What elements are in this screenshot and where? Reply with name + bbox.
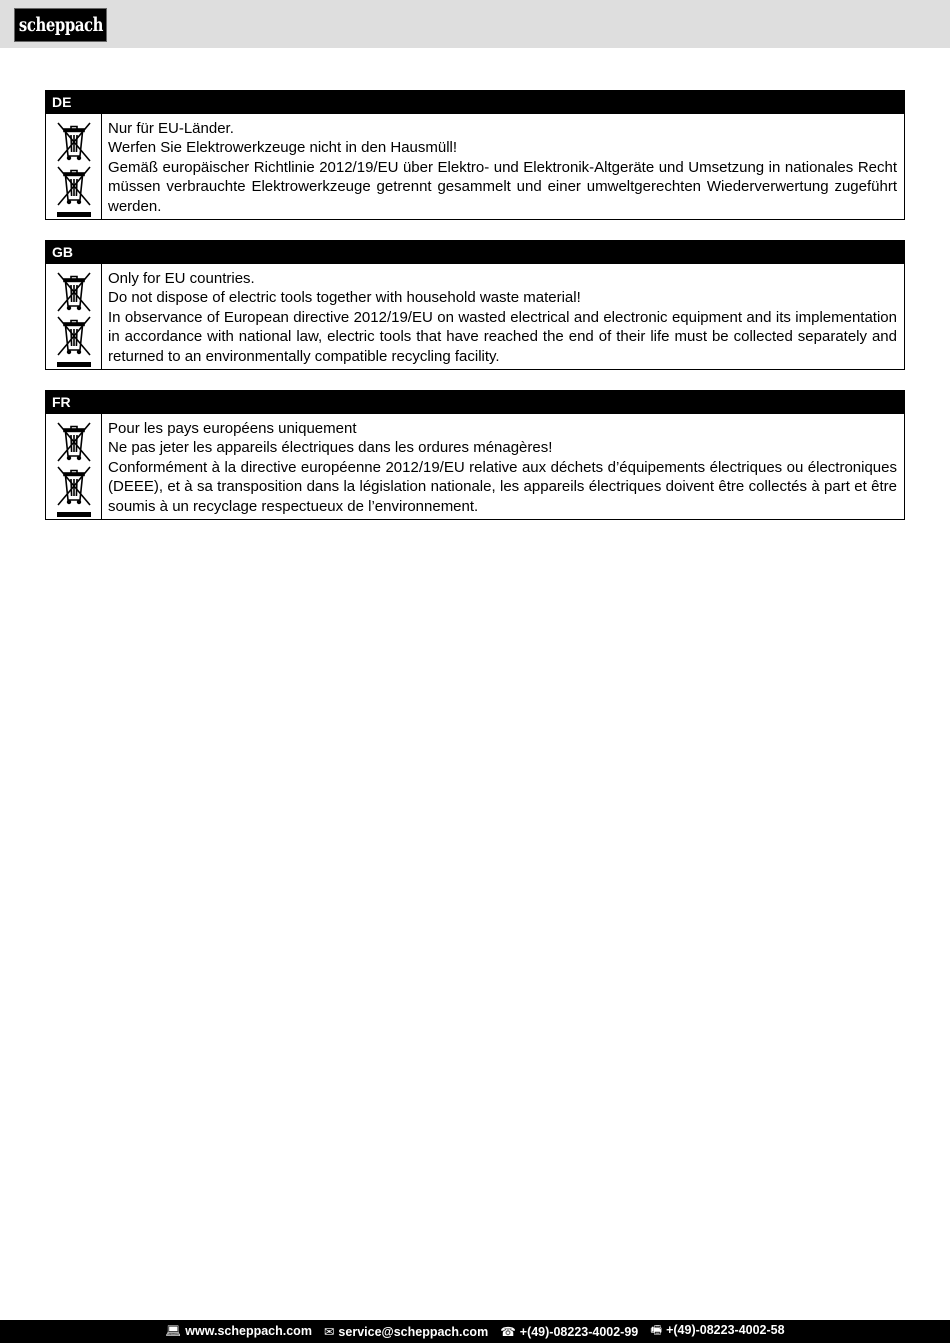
scheppach-logo <box>14 8 107 42</box>
section-text <box>102 114 904 219</box>
mail-icon: ✉︎ <box>323 1325 335 1339</box>
text-line: Werfen Sie Elektrowerkzeuge nicht in den Hausmüll! <box>108 139 458 157</box>
section-fr <box>45 390 905 520</box>
section-code: DE <box>45 90 905 114</box>
weee-symbol <box>46 414 102 519</box>
text-line: Nur für EU-Länder. <box>108 120 234 137</box>
website-text: www.scheppach.com <box>185 1324 312 1338</box>
text-line: Do not dispose of electric tools together with household waste material! <box>108 289 581 307</box>
text-line: Only for EU countries. <box>108 270 255 287</box>
logo-text: scheppach <box>18 14 103 36</box>
phone-text: +(49)-08223-4002-99 <box>519 1325 639 1339</box>
fax-icon: 🖷︎ <box>650 1323 663 1337</box>
footer-fax <box>650 1321 784 1342</box>
crossed-bin-icon <box>54 314 94 358</box>
weee-symbol <box>46 114 102 219</box>
footer-website[interactable] <box>165 1324 312 1339</box>
crossed-bin-icon <box>54 120 94 164</box>
footer-bar <box>0 1320 950 1343</box>
text-paragraph: Conformément à la directive européenne 2012/19/EU relative aux déchets d’équipements électriques ou électroniques (DEEE), et à sa transposition dans la législation nationale, les appareils électriques doivent être collectés à part et être soumis à un recyclage respectueux de l’environnement. <box>108 458 897 515</box>
header-bar <box>0 0 950 48</box>
crossed-bin-icon <box>54 420 94 464</box>
weee-bar <box>57 362 91 367</box>
computer-icon: 💻︎ <box>165 1324 182 1338</box>
crossed-bin-icon <box>54 270 94 314</box>
text-paragraph: Gemäß europäischer Richtlinie 2012/19/EU über Elektro- und Elektronik-Altgeräte und Umsetzung in nationales Recht müssen verbrauchte Elektrowerkzeuge getrennt gesammelt und einer umweltgerechten Wiederverwertung zugeführt werden. <box>108 158 897 215</box>
section-body <box>45 114 905 220</box>
section-code: GB <box>45 240 905 264</box>
weee-symbol <box>46 264 102 369</box>
text-line: Pour les pays européens uniquement <box>108 420 357 437</box>
section-code: FR <box>45 390 905 414</box>
footer-email[interactable] <box>324 1324 488 1339</box>
phone-icon: ☎︎ <box>500 1325 516 1339</box>
section-text <box>102 414 904 519</box>
crossed-bin-icon <box>54 464 94 508</box>
email-text: service@scheppach.com <box>338 1325 489 1339</box>
weee-bar <box>57 512 91 517</box>
weee-bar <box>57 212 91 217</box>
crossed-bin-icon <box>54 164 94 208</box>
text-line: Ne pas jeter les appareils électriques dans les ordures ménagères! <box>108 439 553 457</box>
fax-text: +(49)-08223-4002-58 <box>666 1323 785 1337</box>
section-gb <box>45 240 905 370</box>
section-body <box>45 264 905 370</box>
section-body <box>45 414 905 520</box>
section-text <box>102 264 904 369</box>
section-de <box>45 90 905 220</box>
text-paragraph: In observance of European directive 2012/19/EU on wasted electrical and electronic equipment and its implementation in accordance with national law, electric tools that have reached the end of their life must be collected separately and returned to an environmentally compatible recycling facility. <box>108 308 897 365</box>
footer-phone <box>500 1324 638 1339</box>
